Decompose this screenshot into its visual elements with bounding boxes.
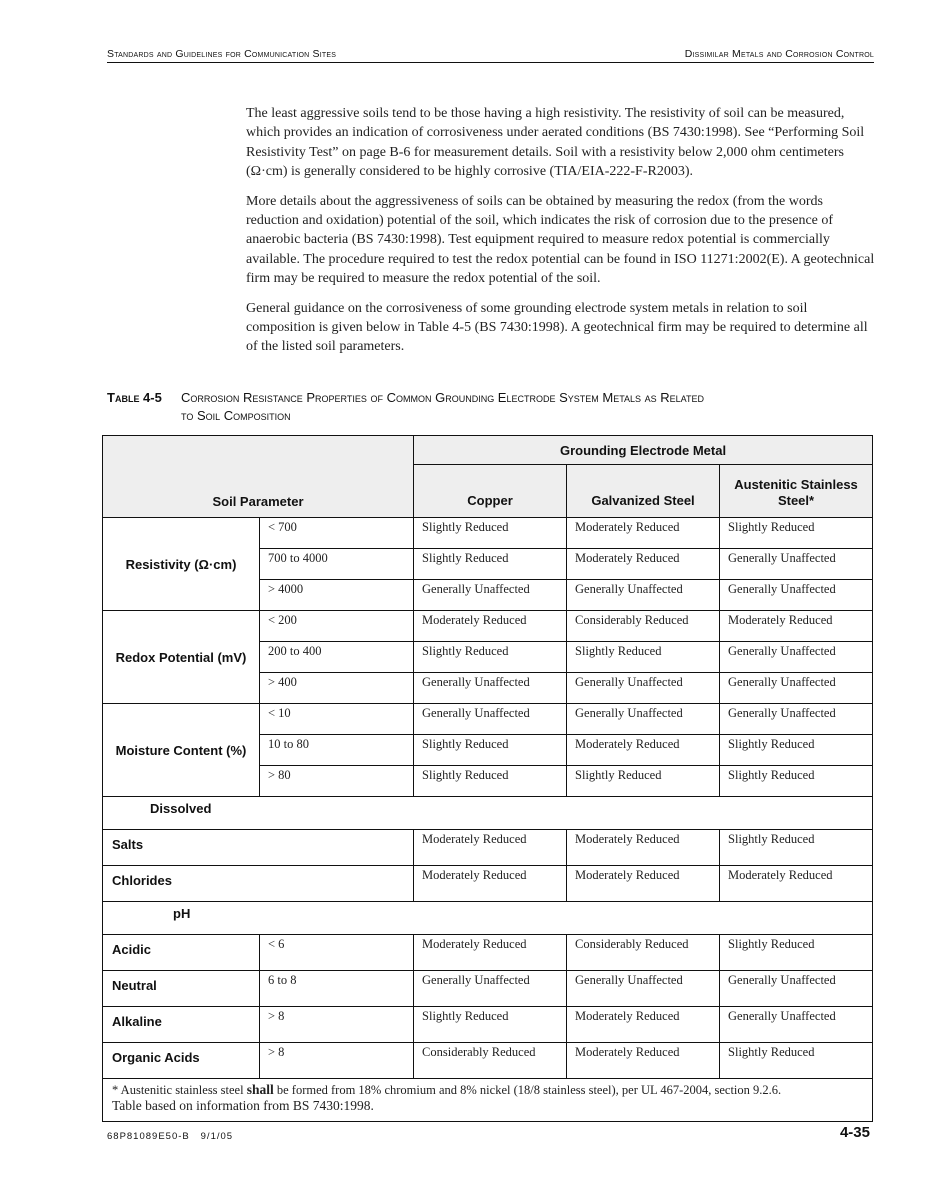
table-cell: Considerably Reduced [567, 611, 720, 642]
footer-doc-id: 68P81089E50-B 9/1/05 [107, 1131, 234, 1142]
range-cell: 6 to 8 [260, 971, 414, 1007]
table-header-row [103, 436, 873, 465]
table-title-line2: to Soil Composition [181, 408, 291, 423]
table-cell: Slightly Reduced [414, 735, 567, 766]
table-cell: Generally Unaffected [567, 971, 720, 1007]
range-cell: > 4000 [260, 580, 414, 611]
range-cell: > 8 [260, 1007, 414, 1043]
row-label: Alkaline [103, 1007, 260, 1043]
header-right-title: Dissimilar Metals and Corrosion Control [684, 48, 874, 60]
paragraph: The least aggressive soils tend to be those having a high resistivity. The resistivity of soil can be measured, which provides an indication of corrosiveness under aerated conditions (BS 7430:1998). See “Performing Soil Resistivity Test” on page B-6 for measurement details. Soil with a resistivity below 2,000 ohm centimeters (Ω·cm) is generally considered to be highly corrosive (TIA/EIA-222-F-R2003). [246, 106, 865, 180]
range-cell: > 80 [260, 766, 414, 797]
footnote-text: be formed from 18% chromium and 8% nickel (18/8 stainless steel), per UL 467-2004, section 9.2.6. [276, 1083, 782, 1097]
table-row [103, 935, 873, 971]
table-row [103, 866, 873, 902]
range-cell: 10 to 80 [260, 735, 414, 766]
table-number: Table 4-5 [107, 390, 162, 405]
body-text [246, 104, 876, 367]
corrosion-table [102, 435, 873, 1122]
row-label: Organic Acids [103, 1043, 260, 1079]
table-cell: Moderately Reduced [414, 611, 567, 642]
paragraph: More details about the aggressiveness of soils can be obtained by measuring the redox (from the words reduction and oxidation) potential of the soil, which indicates the risk of corrosion due to the presence of anaerobic bacteria (BS 7430:1998). Test equipment required to measure redox potential is commercially available. The procedure required to test the redox potential can be found in ISO 11271:2002(E). A geotechnical firm may be required to measure the redox potential of the soil. [246, 193, 875, 287]
table-cell: Moderately Reduced [720, 611, 873, 642]
range-cell: < 700 [260, 518, 414, 549]
section-title-ph: pH [103, 902, 873, 935]
metal-group-header: Grounding Electrode Metal [414, 436, 873, 465]
table-cell: Moderately Reduced [414, 830, 567, 866]
table-footnote [103, 1079, 873, 1122]
table-cell: Generally Unaffected [720, 549, 873, 580]
table-cell: Slightly Reduced [414, 549, 567, 580]
column-header: Copper [414, 465, 567, 518]
table-row [103, 1043, 873, 1079]
table-cell: Generally Unaffected [567, 580, 720, 611]
table-cell: Generally Unaffected [720, 704, 873, 735]
table-cell: Moderately Reduced [567, 1043, 720, 1079]
column-header: Austenitic Stainless Steel* [720, 465, 873, 518]
table-cell: Slightly Reduced [567, 642, 720, 673]
table-cell: Generally Unaffected [414, 673, 567, 704]
table-cell: Generally Unaffected [414, 704, 567, 735]
section-row [103, 902, 873, 935]
table-cell: Generally Unaffected [720, 1007, 873, 1043]
section-title-dissolved: Dissolved [103, 797, 873, 830]
row-group-label: Moisture Content (%) [103, 704, 260, 797]
table-row [103, 611, 873, 642]
row-group-label: Redox Potential (mV) [103, 611, 260, 704]
table-row [103, 704, 873, 735]
row-label: Acidic [103, 935, 260, 971]
table-cell: Moderately Reduced [414, 935, 567, 971]
table-cell: Generally Unaffected [567, 704, 720, 735]
soil-parameter-header: Soil Parameter [103, 436, 414, 518]
table-cell: Generally Unaffected [414, 580, 567, 611]
table-cell: Slightly Reduced [414, 642, 567, 673]
table-cell: Generally Unaffected [567, 673, 720, 704]
table-row [103, 971, 873, 1007]
table-cell: Moderately Reduced [567, 866, 720, 902]
range-cell: 200 to 400 [260, 642, 414, 673]
range-cell: > 8 [260, 1043, 414, 1079]
section-row [103, 797, 873, 830]
table-cell: Generally Unaffected [720, 642, 873, 673]
range-cell: > 400 [260, 673, 414, 704]
table-row [103, 1007, 873, 1043]
table-cell: Slightly Reduced [414, 766, 567, 797]
table-cell: Moderately Reduced [567, 830, 720, 866]
row-group-label: Resistivity (Ω·cm) [103, 518, 260, 611]
footnote-shall: shall [246, 1082, 274, 1097]
row-label: Neutral [103, 971, 260, 1007]
table-title-line1: Corrosion Resistance Properties of Common Grounding Electrode System Metals as Related [181, 390, 705, 405]
column-header: Galvanized Steel [567, 465, 720, 518]
table-row [103, 830, 873, 866]
paragraph: General guidance on the corrosiveness of some grounding electrode system metals in relation to soil composition is given below in Table 4-5 (BS 7430:1998). A geotechnical firm may be required to determine all of the listed soil parameters. [246, 300, 868, 355]
table-cell: Moderately Reduced [414, 866, 567, 902]
table-cell: Slightly Reduced [720, 766, 873, 797]
range-cell: < 200 [260, 611, 414, 642]
row-label: Chlorides [103, 866, 414, 902]
range-cell: 700 to 4000 [260, 549, 414, 580]
table-cell: Moderately Reduced [720, 866, 873, 902]
table-cell: Generally Unaffected [720, 971, 873, 1007]
row-label: Salts [103, 830, 414, 866]
table-cell: Moderately Reduced [567, 549, 720, 580]
table-cell: Moderately Reduced [567, 518, 720, 549]
table-caption [107, 389, 877, 425]
running-header [107, 46, 874, 63]
footnote-source: Table based on information from BS 7430:1998. [112, 1098, 374, 1113]
footer-page-number: 4-35 [839, 1124, 870, 1141]
range-cell: < 10 [260, 704, 414, 735]
table-cell: Slightly Reduced [720, 935, 873, 971]
table-cell: Slightly Reduced [720, 735, 873, 766]
table-cell: Moderately Reduced [567, 735, 720, 766]
footnote-text: * Austenitic stainless steel [112, 1083, 244, 1097]
table-cell: Slightly Reduced [720, 1043, 873, 1079]
table-row [103, 518, 873, 549]
table-cell: Generally Unaffected [720, 580, 873, 611]
table-cell: Slightly Reduced [720, 830, 873, 866]
table-cell: Moderately Reduced [567, 1007, 720, 1043]
table-cell: Slightly Reduced [720, 518, 873, 549]
table-cell: Generally Unaffected [414, 971, 567, 1007]
table-cell: Slightly Reduced [414, 1007, 567, 1043]
table-cell: Slightly Reduced [414, 518, 567, 549]
table-cell: Generally Unaffected [720, 673, 873, 704]
table-cell: Considerably Reduced [414, 1043, 567, 1079]
table-cell: Considerably Reduced [567, 935, 720, 971]
table-cell: Slightly Reduced [567, 766, 720, 797]
header-left-title: Standards and Guidelines for Communication Sites [107, 48, 337, 60]
footnote-row [103, 1079, 873, 1122]
range-cell: < 6 [260, 935, 414, 971]
